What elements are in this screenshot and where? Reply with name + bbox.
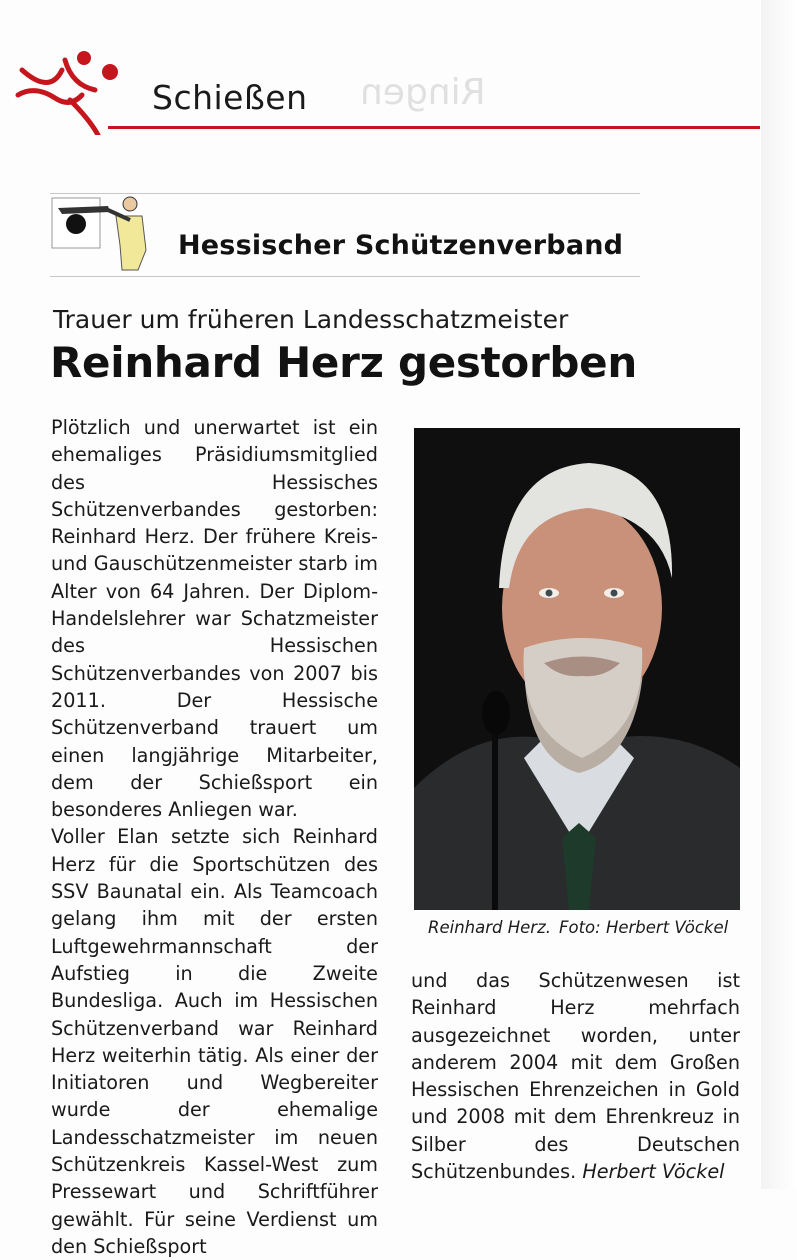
article-headline: Reinhard Herz gestorben — [50, 338, 637, 387]
section-title: Schießen — [152, 78, 308, 117]
caption-name: Reinhard Herz. — [428, 918, 551, 937]
article-kicker: Trauer um früheren Landesschatzmeister — [53, 305, 569, 334]
section-rule — [108, 126, 760, 129]
article-author: Herbert Vöckel — [582, 1160, 725, 1184]
page-edge — [761, 0, 797, 1189]
portrait-photo — [414, 428, 740, 910]
article-left-column — [51, 414, 378, 1260]
article-paragraph: Plötzlich und unerwartet ist ein ehemaliges Präsidiumsmitglied des Hessisches Schützenverbandes gestorben: Reinhard Herz. Der frühere Kreis- und Gauschützenmeister starb im Alter von 64 Jahren. Der Diplom-Handelslehrer war Schatzmeister des Hessischen Schützenverbandes von 2007 bis 2011. Der Hessische Schützenverband trauert um einen langjährige Mitarbeiter, dem der Schießsport ein besonderes Anliegen war. — [51, 416, 378, 822]
shooting-sport-icon — [10, 40, 120, 135]
photo-caption — [428, 918, 736, 937]
caption-credit: Foto: Herbert Vöckel — [558, 918, 729, 937]
shooter-icon — [50, 190, 165, 272]
article-paragraph: Voller Elan setzte sich Reinhard Herz für die Sportschützen des SSV Baunatal ein. Als Teamcoach gelang ihm mit der ersten Luftgewehrmannschaft der Aufstieg in die Zweite Bundesliga. Auch im Hessischen Schützenverband war Reinhard Herz weiterhin tätig. Als einer der Initiatoren und Wegbereiter wurde der ehemalige Landesschatzmeister im neuen Schützenkreis Kassel-West zum Pressewart und Schriftführer gewählt. Für seine Verdienst um den Schießsport — [51, 825, 378, 1258]
article-paragraph-text: und das Schützenwesen ist Reinhard Herz mehrfach ausgezeichnet worden, unter anderem 2004 mit dem Großen Hessischen Ehrenzeichen in Gold und 2008 mit dem Ehrenkreuz in Silber des Deutschen Schützenbundes. — [411, 969, 740, 1184]
article-paragraph — [411, 967, 740, 1185]
article-right-column — [411, 967, 740, 1185]
ghost-title: Ringen — [360, 72, 486, 113]
association-name: Hessischer Schützenverband — [178, 230, 624, 261]
